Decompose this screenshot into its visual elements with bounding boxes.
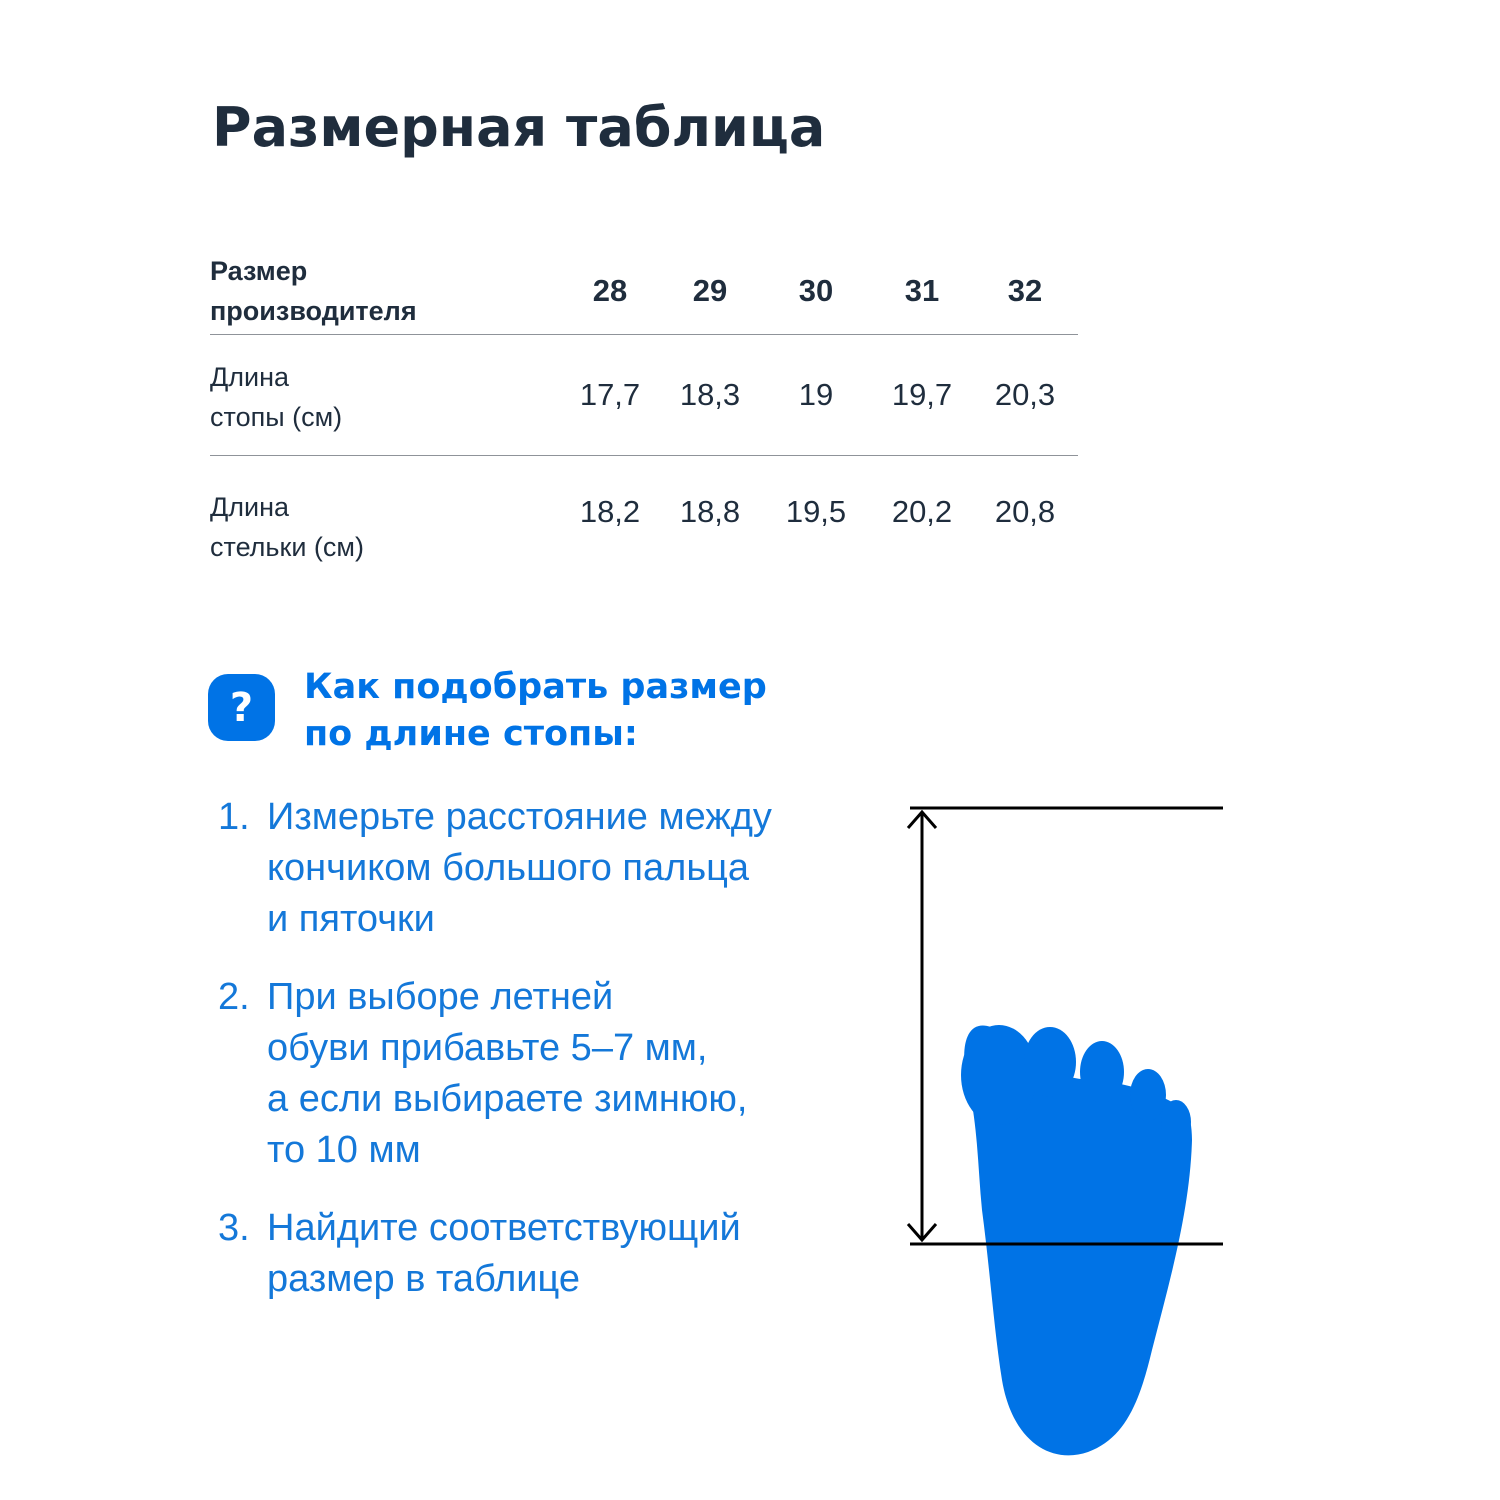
- help-title: [304, 664, 824, 758]
- step-item: [218, 972, 858, 1176]
- step-line: Измерьте расстояние между: [267, 796, 772, 838]
- step-number: 2.: [218, 976, 250, 1018]
- label-line: стопы (см): [210, 402, 343, 432]
- step-line: кончиком большого пальца: [267, 847, 750, 889]
- step-line: Найдите соответствующий: [267, 1207, 741, 1249]
- size-header-cell: 30: [760, 248, 872, 335]
- table-cell: 18,2: [579, 494, 641, 529]
- manufacturer-size-label: [210, 248, 560, 335]
- step-item: [218, 1203, 858, 1305]
- foot-measurement-illustration: [890, 790, 1240, 1470]
- help-title-line: Как подобрать размер: [304, 667, 767, 707]
- table-cell: 19,7: [872, 335, 972, 456]
- label-line: Длина: [210, 362, 290, 392]
- step-item: [218, 792, 858, 945]
- instruction-steps: [218, 792, 858, 1332]
- size-header-cell: 28: [560, 248, 660, 335]
- size-header-cell: 31: [872, 248, 972, 335]
- size-header-cell: 32: [972, 248, 1078, 335]
- label-line: Длина: [210, 492, 290, 522]
- step-line: При выборе летней: [267, 976, 614, 1018]
- table-cell: 18,8: [679, 494, 741, 529]
- table-row: [210, 335, 1078, 456]
- label-line: Размер: [210, 256, 308, 286]
- table-cell: 19: [760, 335, 872, 456]
- step-line: размер в таблице: [267, 1258, 580, 1300]
- label-line: производителя: [210, 296, 417, 326]
- step-number: 3.: [218, 1207, 250, 1249]
- page-title: Размерная таблица: [212, 96, 826, 159]
- step-line: обуви прибавьте 5–7 мм,: [267, 1027, 708, 1069]
- label-line: стельки (см): [210, 532, 364, 562]
- size-header-cell: 29: [660, 248, 760, 335]
- size-table: [210, 248, 1078, 578]
- insole-length-label: [210, 456, 560, 579]
- question-mark: ?: [229, 684, 254, 731]
- table-header-row: [210, 248, 1078, 335]
- foot-icon: [961, 1025, 1192, 1455]
- step-line: а если выбираете зимнюю,: [267, 1078, 748, 1120]
- step-line: то 10 мм: [267, 1129, 421, 1171]
- table-cell: 18,3: [660, 335, 760, 456]
- table-row: [210, 456, 1078, 579]
- table-cell: 20,8: [994, 494, 1056, 529]
- table-cell: 19,5: [785, 494, 847, 529]
- step-number: 1.: [218, 796, 250, 838]
- step-line: и пяточки: [267, 898, 435, 940]
- table-cell: 20,3: [972, 335, 1078, 456]
- table-cell: 17,7: [560, 335, 660, 456]
- help-title-line: по длине стопы:: [304, 714, 638, 754]
- foot-length-label: [210, 335, 560, 456]
- question-icon: [208, 674, 275, 741]
- table-cell: 20,2: [891, 494, 953, 529]
